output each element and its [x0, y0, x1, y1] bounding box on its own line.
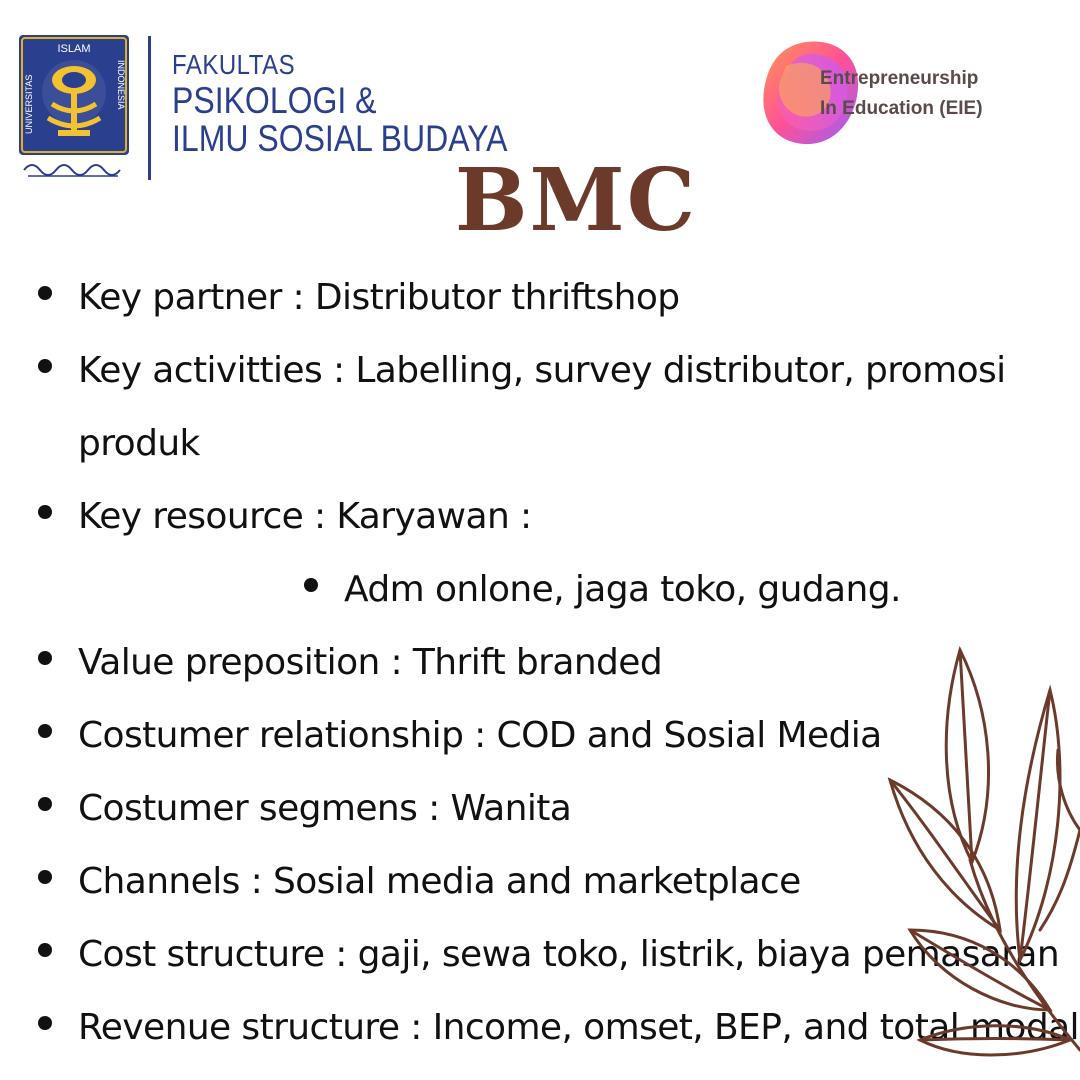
- list-item-continuation: produk: [78, 423, 200, 464]
- list-item-text: Channels : Sosial media and marketplace: [78, 861, 801, 902]
- leaf-decoration-icon: [880, 630, 1080, 1080]
- bullet-icon: [38, 359, 52, 373]
- list-item-text: Value preposition : Thrift branded: [78, 642, 663, 683]
- eie-line-2: In Education (EIE): [820, 98, 983, 119]
- bullet-icon: [38, 870, 52, 884]
- bullet-icon: [38, 651, 52, 665]
- faculty-line-3: ILMU SOSIAL BUDAYA: [172, 117, 508, 160]
- faculty-line-1: FAKULTAS: [172, 49, 296, 81]
- bullet-icon: [38, 943, 52, 957]
- list-item-text: Key partner : Distributor thriftshop: [78, 277, 680, 318]
- list-item-text: Costumer segmens : Wanita: [78, 788, 572, 829]
- logo-text-right: INDONESIA: [116, 60, 126, 110]
- list-item-text: Key resource : Karyawan :: [78, 496, 532, 537]
- bullet-icon: [38, 724, 52, 738]
- list-item-text: Cost structure : gaji, sewa toko, listrik, biaya pemasaran: [78, 934, 1060, 975]
- bullet-icon: [38, 1016, 52, 1030]
- bullet-icon: [38, 505, 52, 519]
- logo-text-left: UNIVERSITAS: [24, 74, 34, 134]
- faculty-line-2: PSIKOLOGI &: [172, 79, 377, 122]
- bullet-icon: [38, 286, 52, 300]
- faculty-name: [172, 49, 508, 160]
- bullet-icon: [38, 797, 52, 811]
- page-title: BMC: [454, 150, 698, 251]
- logo-text-top: ISLAM: [57, 43, 91, 55]
- eie-badge-text: [820, 64, 983, 124]
- bullet-icon: [304, 578, 318, 592]
- list-item-text: Adm onlone, jaga toko, gudang.: [344, 569, 901, 610]
- list-item-text: Key activitties : Labelling, survey distributor, promosi: [78, 350, 1006, 391]
- list-item-text: Revenue structure : Income, omset, BEP, and total modal: [78, 1007, 1079, 1048]
- list-item-text: Costumer relationship : COD and Sosial Media: [78, 715, 882, 756]
- eie-line-1: Entrepreneurship: [820, 68, 979, 89]
